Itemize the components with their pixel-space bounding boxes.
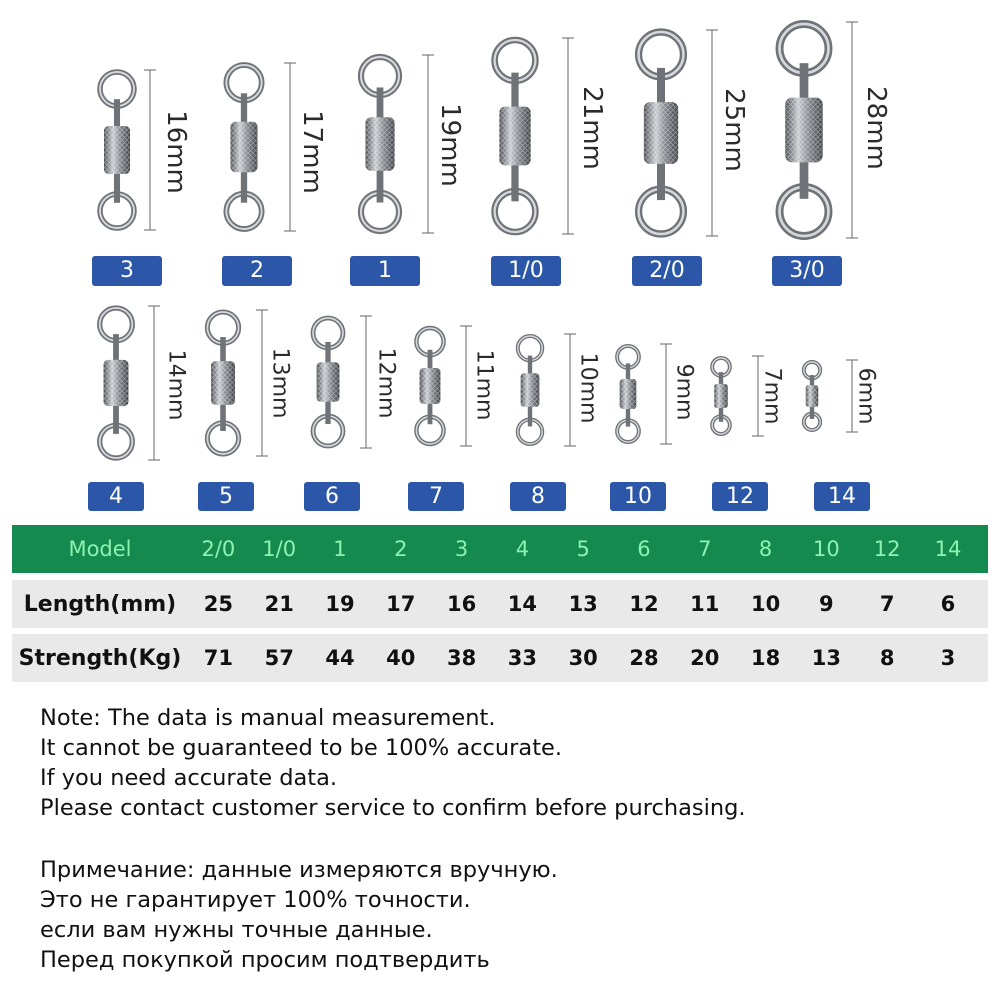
model-badge: 2 bbox=[222, 256, 292, 286]
model-cell: 1/0 bbox=[262, 537, 297, 561]
length-cell: 13 bbox=[568, 592, 598, 616]
size-label: 10mm bbox=[575, 352, 601, 424]
table-strength-row bbox=[12, 634, 988, 682]
size-label: 17mm bbox=[297, 110, 327, 194]
strength-cell: 13 bbox=[811, 646, 841, 670]
model-badge: 4 bbox=[88, 482, 144, 511]
size-label: 13mm bbox=[267, 347, 293, 419]
length-cell: 10 bbox=[750, 592, 781, 616]
dimension-line bbox=[562, 36, 574, 236]
model-badge: 6 bbox=[304, 482, 360, 511]
notes-russian bbox=[40, 855, 558, 975]
notes-english bbox=[40, 703, 746, 823]
model-cell: 6 bbox=[637, 537, 651, 561]
size-label: 9mm bbox=[671, 363, 697, 421]
swivel-illustration bbox=[512, 334, 548, 446]
swivel-illustration bbox=[612, 344, 644, 444]
strength-cell: 40 bbox=[386, 646, 416, 670]
swivel-illustration bbox=[800, 360, 824, 432]
model-badge: 5 bbox=[198, 482, 254, 511]
size-label: 6mm bbox=[853, 367, 879, 425]
strength-cell: 8 bbox=[879, 646, 895, 670]
strength-cell: 18 bbox=[750, 646, 781, 670]
size-label: 28mm bbox=[861, 86, 891, 170]
model-badge: 14 bbox=[814, 482, 870, 511]
strength-cell: 30 bbox=[568, 646, 598, 670]
model-badge: 7 bbox=[408, 482, 464, 511]
model-badge: 8 bbox=[510, 482, 566, 511]
size-label: 12mm bbox=[373, 347, 399, 419]
model-badge: 1 bbox=[350, 256, 420, 286]
length-cell: 17 bbox=[386, 592, 416, 616]
length-cell: 11 bbox=[690, 592, 720, 616]
length-cell: 14 bbox=[507, 592, 537, 616]
dimension-line bbox=[460, 324, 472, 448]
note-line: Note: The data is manual measurement. bbox=[40, 705, 496, 731]
swivel-illustration bbox=[768, 22, 840, 238]
strength-cell: 3 bbox=[940, 646, 956, 670]
length-cell: 21 bbox=[264, 592, 294, 616]
note-line: если вам нужны точные данные. bbox=[40, 917, 433, 943]
size-label: 21mm bbox=[577, 86, 607, 170]
table-header-label: Model bbox=[68, 537, 132, 561]
model-cell: 8 bbox=[758, 537, 773, 561]
dimension-line bbox=[284, 61, 296, 233]
swivel-illustration bbox=[485, 38, 545, 234]
model-cell: 12 bbox=[873, 537, 901, 561]
model-cell: 2 bbox=[394, 537, 408, 561]
dimension-line bbox=[846, 20, 858, 240]
swivel-illustration bbox=[708, 356, 734, 436]
dimension-line bbox=[360, 314, 372, 450]
model-cell: 14 bbox=[934, 537, 962, 561]
size-label: 14mm bbox=[163, 349, 189, 421]
strength-cell: 33 bbox=[507, 646, 537, 670]
model-cell: 7 bbox=[698, 537, 712, 561]
model-cell: 1 bbox=[333, 537, 347, 561]
strength-cell: 20 bbox=[690, 646, 720, 670]
model-badge: 3 bbox=[92, 256, 162, 286]
strength-cell: 38 bbox=[446, 646, 477, 670]
swivel-illustration bbox=[92, 306, 140, 460]
swivel-illustration bbox=[352, 55, 408, 233]
model-badge: 3/0 bbox=[772, 256, 842, 286]
size-label: 7mm bbox=[759, 367, 785, 425]
model-cell: 10 bbox=[813, 537, 840, 561]
note-line: Перед покупкой просим подтвердить bbox=[40, 947, 490, 973]
note-line: It cannot be guaranteed to be 100% accurate. bbox=[40, 735, 563, 761]
swivel-illustration bbox=[218, 63, 270, 231]
swivel-illustration bbox=[628, 30, 694, 236]
model-cell: 2/0 bbox=[201, 537, 236, 561]
dimension-line bbox=[564, 332, 576, 448]
length-cell: 12 bbox=[629, 592, 659, 616]
table-length-row bbox=[12, 580, 988, 628]
model-badge: 2/0 bbox=[632, 256, 702, 286]
strength-label: Strength(Kg) bbox=[18, 645, 182, 671]
model-badge: 10 bbox=[610, 482, 666, 511]
note-line: If you need accurate data. bbox=[40, 765, 338, 791]
strength-cell: 71 bbox=[203, 646, 234, 670]
dimension-line bbox=[706, 28, 718, 238]
length-cell: 19 bbox=[325, 592, 355, 616]
length-cell: 9 bbox=[819, 592, 834, 616]
strength-cell: 44 bbox=[325, 646, 355, 670]
note-line: Please contact customer service to confirm before purchasing. bbox=[40, 795, 746, 821]
size-label: 25mm bbox=[719, 88, 749, 172]
model-cell: 3 bbox=[454, 537, 469, 561]
note-line: Это не гарантирует 100% точности. bbox=[40, 887, 471, 913]
table-header-row bbox=[12, 525, 988, 573]
dimension-line bbox=[256, 308, 268, 458]
swivel-illustration bbox=[200, 310, 246, 456]
model-badge: 1/0 bbox=[491, 256, 561, 286]
model-badge: 12 bbox=[712, 482, 768, 511]
strength-cell: 57 bbox=[264, 646, 294, 670]
length-label: Length(mm) bbox=[23, 591, 177, 617]
dimension-line bbox=[660, 342, 672, 446]
strength-cell: 28 bbox=[629, 646, 659, 670]
length-cell: 25 bbox=[203, 592, 234, 616]
size-label: 16mm bbox=[161, 110, 191, 194]
swivel-illustration bbox=[92, 70, 142, 230]
size-label: 19mm bbox=[435, 103, 465, 187]
dimension-line bbox=[422, 53, 434, 235]
length-cell: 6 bbox=[940, 592, 956, 616]
note-line: Примечание: данные измеряются вручную. bbox=[40, 857, 558, 883]
size-label: 11mm bbox=[471, 349, 497, 421]
dimension-line bbox=[144, 68, 156, 232]
length-cell: 7 bbox=[879, 592, 895, 616]
swivel-illustration bbox=[306, 316, 350, 448]
swivel-illustration bbox=[410, 326, 450, 446]
length-cell: 16 bbox=[446, 592, 477, 616]
model-cell: 5 bbox=[576, 537, 590, 561]
model-cell: 4 bbox=[515, 537, 530, 561]
dimension-line bbox=[148, 304, 160, 462]
